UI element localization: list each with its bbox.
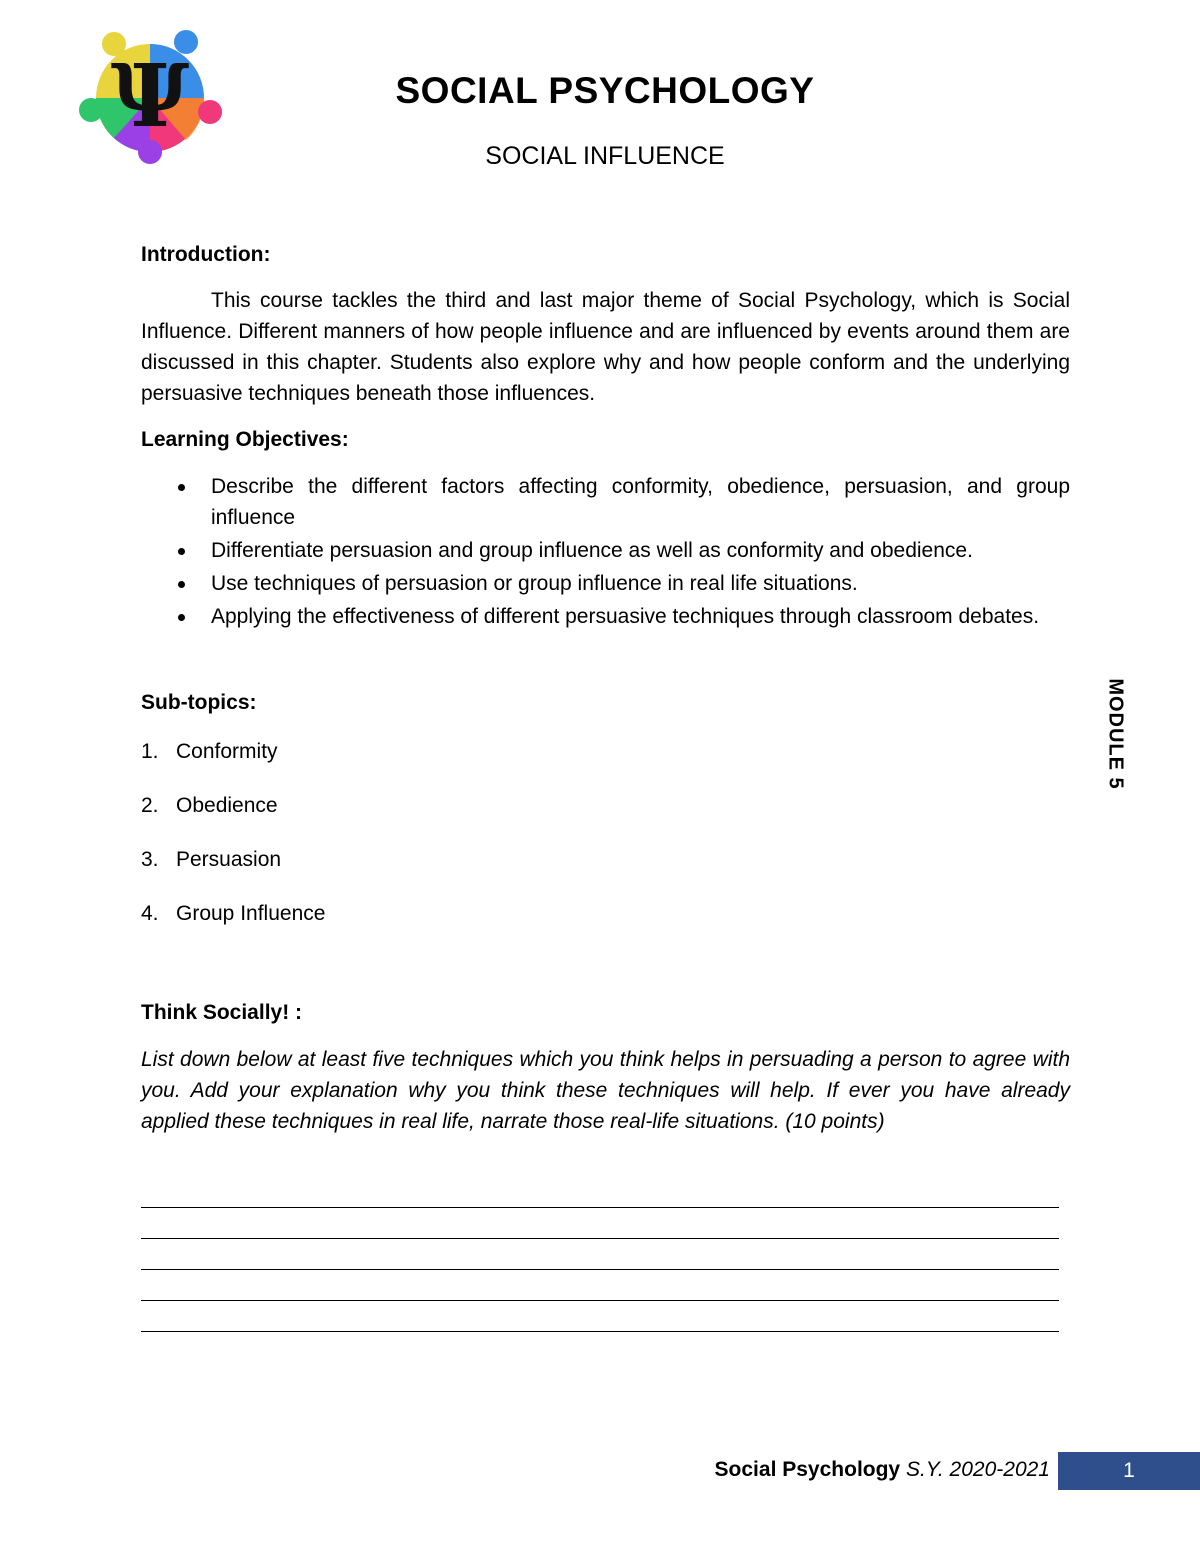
subtopic-number: 4.	[141, 902, 159, 925]
module-side-label	[1100, 672, 1130, 796]
subtopic-label: Conformity	[176, 740, 278, 763]
objective-text: Applying the effectiveness of different persuasive techniques through classroom debates.	[211, 605, 1040, 628]
list-item	[141, 601, 1070, 632]
page-title: SOCIAL PSYCHOLOGY	[395, 70, 815, 111]
objective-text: Describe the different factors affecting conformity, obedience, persuasion, and group influence	[211, 475, 1070, 529]
subtopics-heading: Sub-topics:	[141, 691, 257, 714]
bullet-icon	[178, 548, 185, 555]
answer-line[interactable]	[141, 1270, 1059, 1301]
introduction-text: This course tackles the third and last major theme of Social Psychology, which is Social Influence. Different manners of how people influence and are influenced by events around them are discussed in this chapter. Students also explore why and how people conform and the underlying persuasive techniques beneath those influences.	[141, 289, 1070, 405]
answer-line[interactable]	[141, 1208, 1059, 1239]
activity-instructions: List down below at least five techniques which you think helps in persuading a person to agree with you. Add your explanation why you think these techniques will help. If ever you have already applied these techniques in real life, narrate those real-life situations. (10 points)	[141, 1048, 1070, 1133]
module-content	[141, 239, 1070, 1332]
objective-text: Use techniques of persuasion or group influence in real life situations.	[211, 572, 858, 595]
bullet-icon	[178, 484, 185, 491]
svg-text:Ψ: Ψ	[110, 46, 190, 147]
footer-school-year: S.Y. 2020-2021	[905, 1458, 1050, 1481]
answer-line[interactable]	[141, 1177, 1059, 1208]
objectives-list	[141, 471, 1070, 632]
page-subtitle: SOCIAL INFLUENCE	[485, 142, 725, 170]
activity-heading: Think Socially! :	[141, 1001, 303, 1024]
psychology-logo	[76, 28, 224, 164]
bullet-icon	[178, 581, 185, 588]
list-item	[141, 898, 1070, 929]
module-label-text: MODULE 5	[1104, 678, 1127, 790]
subtopic-label: Obedience	[176, 794, 278, 817]
page-number: 1	[1058, 1452, 1200, 1490]
list-item	[141, 736, 1070, 767]
subtopic-number: 2.	[141, 794, 159, 817]
page-footer	[715, 1452, 1050, 1488]
subtopic-number: 1.	[141, 740, 159, 763]
subtopic-number: 3.	[141, 848, 159, 871]
subtopics-list	[141, 736, 1070, 929]
list-item	[141, 535, 1070, 566]
subtopic-label: Persuasion	[176, 848, 282, 871]
list-item	[141, 568, 1070, 599]
subtopic-label: Group Influence	[176, 902, 326, 925]
answer-lines[interactable]	[141, 1177, 1059, 1332]
answer-line[interactable]	[141, 1301, 1059, 1332]
list-item	[141, 790, 1070, 821]
psi-logo-icon	[76, 28, 224, 164]
introduction-heading: Introduction:	[141, 243, 271, 266]
objective-text: Differentiate persuasion and group influence as well as conformity and obedience.	[211, 539, 973, 562]
answer-line[interactable]	[141, 1239, 1059, 1270]
objectives-heading: Learning Objectives:	[141, 428, 349, 451]
list-item	[141, 844, 1070, 875]
list-item	[141, 471, 1070, 533]
bullet-icon	[178, 614, 185, 621]
footer-course: Social Psychology	[714, 1458, 901, 1481]
